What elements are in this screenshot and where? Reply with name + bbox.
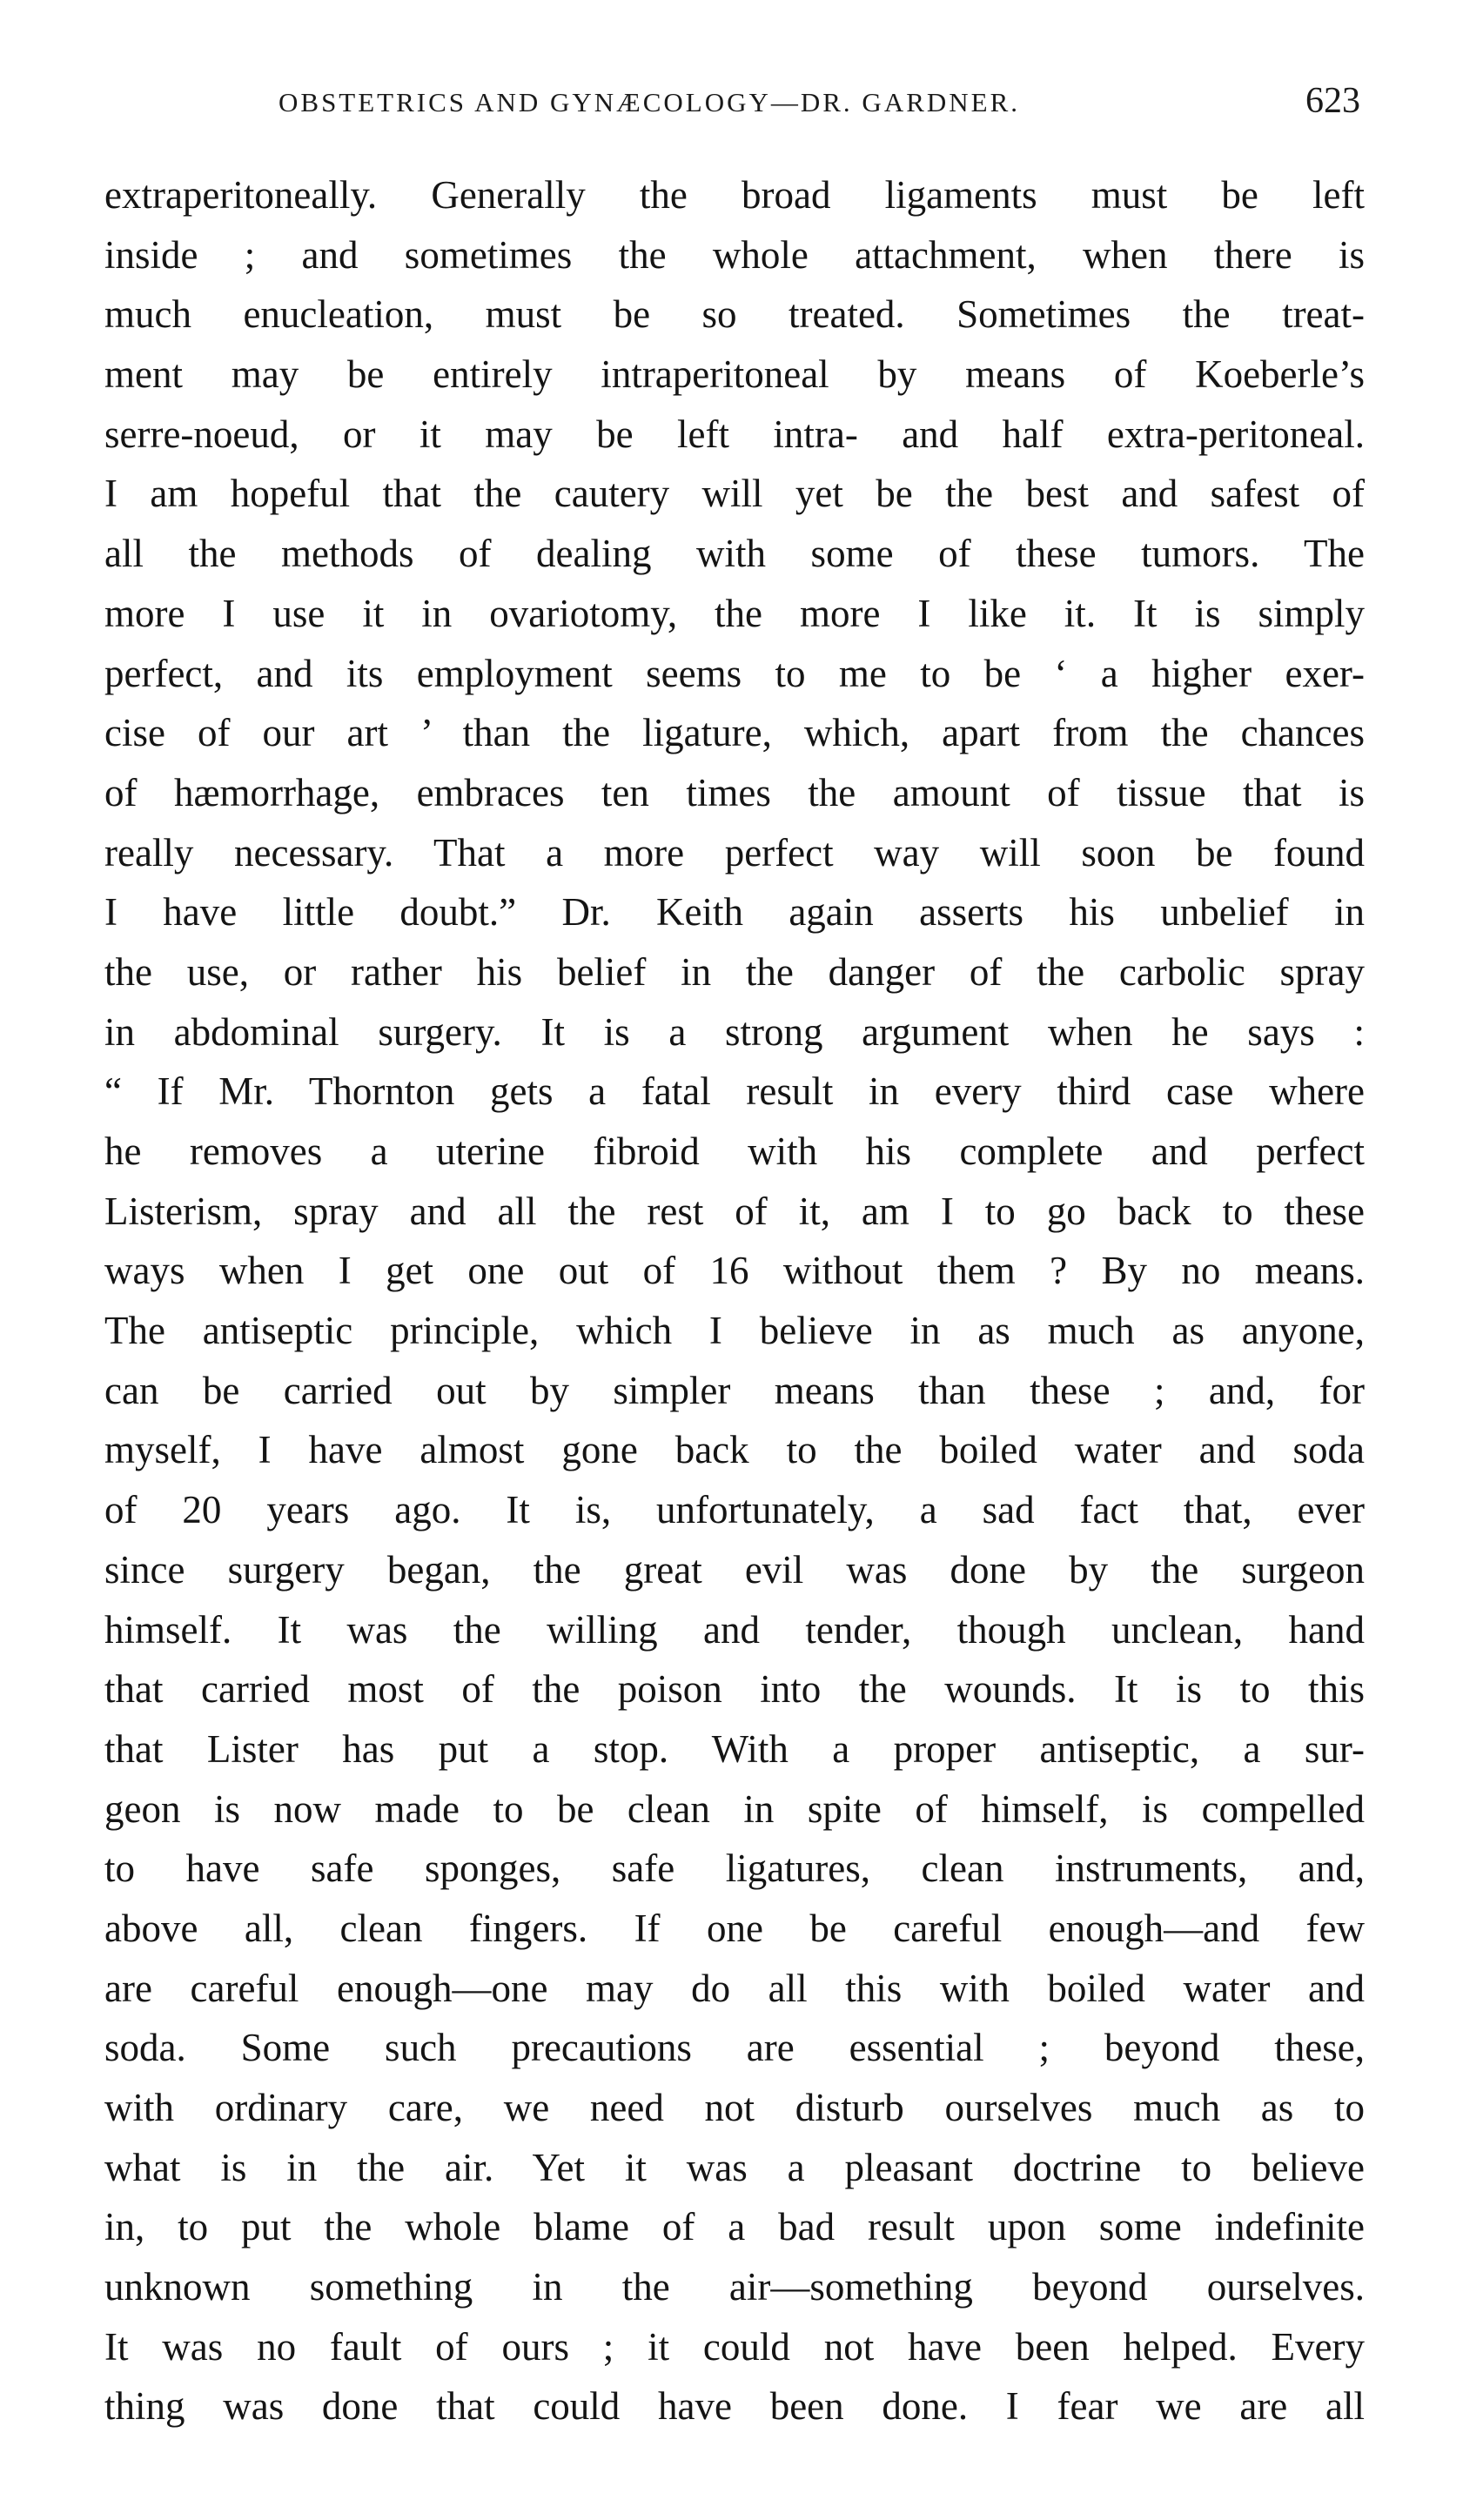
text-line: since surgery began, the great evil was done by the surgeon [104,1547,1365,1592]
text-line: really necessary. That a more perfect way will soon be found [104,830,1365,875]
text-line: all the methods of dealing with some of these tumors. The [104,532,1365,576]
text-line: in, to put the whole blame of a bad result upon some indefinite [104,2205,1365,2249]
text-line: serre-noeud, or it may be left intra- and half extra-peritoneal. [104,412,1365,456]
text-line: are careful enough—one may do all this with boiled water and [104,1966,1365,2010]
text-line: to have safe sponges, safe ligatures, clean instruments, and, [104,1846,1365,1891]
text-line: myself, I have almost gone back to the boiled water and soda [104,1428,1365,1472]
text-line: the use, or rather his belief in the danger of the carbolic spray [104,949,1365,994]
text-line: unknown something in the air—something beyond ourselves. [104,2265,1365,2309]
page-number: 623 [1305,81,1360,121]
text-line: he removes a uterine fibroid with his complete and perfect [104,1129,1365,1173]
text-line: inside ; and sometimes the whole attachment, when there is [104,232,1365,277]
body-paragraph [104,165,1365,2436]
text-line: above all, clean fingers. If one be careful enough—and few [104,1906,1365,1950]
text-line: “ If Mr. Thornton gets a fatal result in every third case where [104,1069,1365,1114]
text-line: what is in the air. Yet it was a pleasant doctrine to believe [104,2145,1365,2189]
text-line: that carried most of the poison into the wounds. It is to this [104,1667,1365,1712]
text-line: thing was done that could have been done. I fear we are all [104,2384,1365,2429]
text-line: geon is now made to be clean in spite of himself, is compelled [104,1786,1365,1831]
text-line: It was no fault of ours ; it could not have been helped. Every [104,2324,1365,2369]
text-line: of hæmorrhage, embraces ten times the amount of tissue that is [104,770,1365,814]
text-line: himself. It was the willing and tender, though unclean, hand [104,1607,1365,1652]
text-line: soda. Some such precautions are essential ; beyond these, [104,2026,1365,2070]
running-title: OBSTETRICS AND GYNÆCOLOGY—DR. GARDNER. [279,87,1021,117]
text-line: cise of our art ’ than the ligature, which, apart from the chances [104,711,1365,755]
text-line: of 20 years ago. It is, unfortunately, a sad fact that, ever [104,1488,1365,1532]
text-line: I have little doubt.” Dr. Keith again asserts his unbelief in [104,890,1365,935]
text-line: ment may be entirely intraperitoneal by means of Koeberle’s [104,352,1365,397]
text-line: with ordinary care, we need not disturb ourselves much as to [104,2086,1365,2129]
text-line: can be carried out by simpler means than these ; and, for [104,1368,1365,1412]
text-line: much enucleation, must be so treated. Sometimes the treat- [104,292,1365,337]
text-line: The antiseptic principle, which I believe in as much as anyone, [104,1309,1365,1353]
text-line: in abdominal surgery. It is a strong argument when he says : [104,1009,1365,1054]
text-line: that Lister has put a stop. With a proper antiseptic, a sur- [104,1726,1365,1771]
text-line: I am hopeful that the cautery will yet be the best and safest of [104,472,1365,516]
text-line: perfect, and its employment seems to me to be ‘ a higher exer- [104,651,1365,695]
running-head [0,80,1463,132]
text-line: Listerism, spray and all the rest of it, am I to go back to these [104,1189,1365,1233]
text-line: extraperitoneally. Generally the broad ligaments must be left [104,173,1365,217]
text-line: more I use it in ovariotomy, the more I like it. It is simply [104,591,1365,635]
text-line: ways when I get one out of 16 without them ? By no means. [104,1249,1365,1293]
